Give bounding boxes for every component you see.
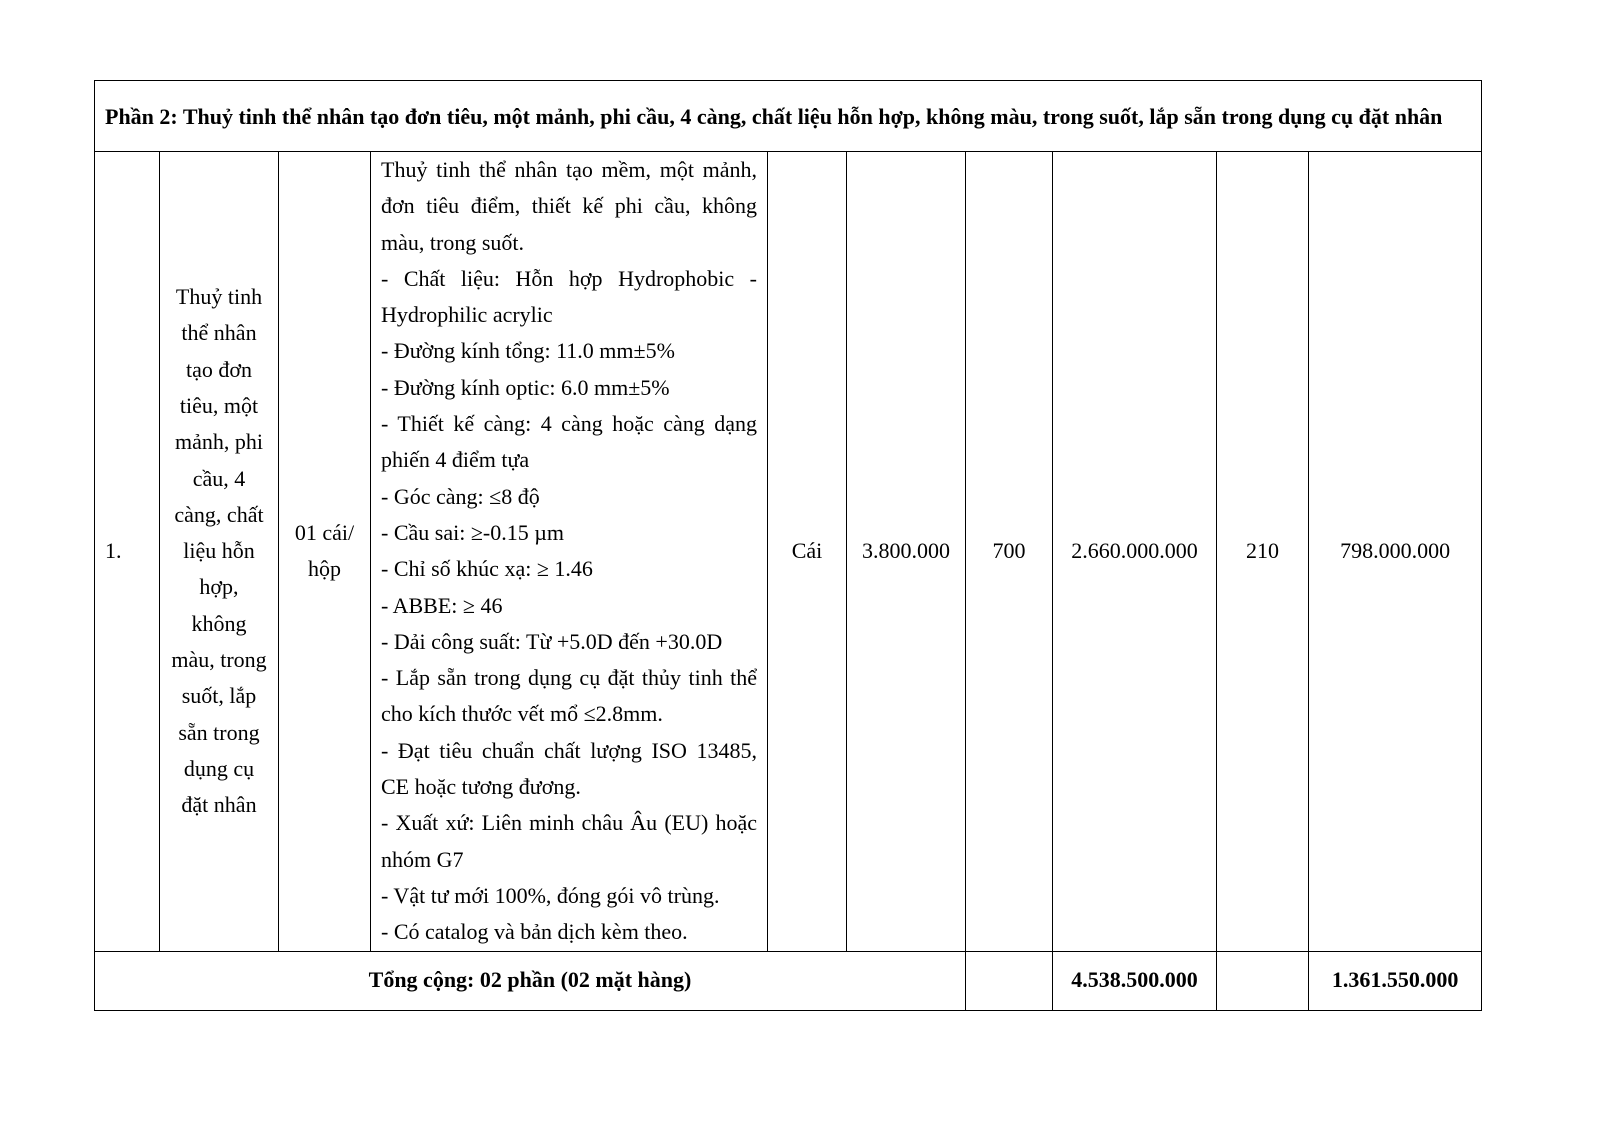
description-line: - Vật tư mới 100%, đóng gói vô trùng. — [381, 882, 720, 908]
description-line: - Xuất xứ: Liên minh châu Âu (EU) hoặc nhóm G7 — [381, 810, 757, 872]
description-line: - Góc càng: ≤8 độ — [381, 483, 540, 509]
packaging-cell: 01 cái/ hộp — [279, 152, 371, 952]
total-amount: 4.538.500.000 — [1053, 951, 1217, 1010]
total-label: Tổng cộng: 02 phần (02 mặt hàng) — [95, 951, 966, 1010]
description-line: - Chỉ số khúc xạ: ≥ 1.46 — [381, 556, 593, 582]
description-line: - Đường kính tổng: 11.0 mm±5% — [381, 338, 675, 364]
description-line: - Cầu sai: ≥-0.15 µm — [381, 519, 565, 545]
description-line: - ABBE: ≥ 46 — [381, 592, 503, 618]
description-line: - Có catalog và bản dịch kèm theo. — [381, 919, 688, 945]
section-header: Phần 2: Thuỷ tinh thể nhân tạo đơn tiêu, một mảnh, phi cầu, 4 càng, chất liệu hỗn hợp, không màu, trong suốt, lắp sẵn trong dụng cụ đặt nhân — [95, 81, 1482, 152]
table-row — [95, 152, 1482, 952]
quantity2-cell: 210 — [1217, 152, 1309, 952]
section-header-row — [95, 81, 1482, 152]
empty-cell — [966, 951, 1053, 1010]
description-line: - Thiết kế càng: 4 càng hoặc càng dạng phiến 4 điểm tựa — [381, 411, 757, 473]
description-line: - Chất liệu: Hỗn hợp Hydrophobic - Hydrophilic acrylic — [381, 265, 757, 328]
description-line: - Đường kính optic: 6.0 mm±5% — [381, 374, 670, 400]
description-line: - Đạt tiêu chuẩn chất lượng ISO 13485, CE hoặc tương đương. — [381, 737, 757, 800]
total-amount2: 1.361.550.000 — [1309, 951, 1482, 1010]
quantity-cell: 700 — [966, 152, 1053, 952]
tender-table — [94, 80, 1482, 1011]
item-name-cell: Thuỷ tinh thể nhân tạo đơn tiêu, một mảnh, phi cầu, 4 càng, chất liệu hỗn hợp, không màu, trong suốt, lắp sẵn trong dụng cụ đặt nhân — [160, 152, 279, 952]
unit-price-cell: 3.800.000 — [847, 152, 966, 952]
unit-cell: Cái — [768, 152, 847, 952]
amount-cell: 2.660.000.000 — [1053, 152, 1217, 952]
description-line: - Lắp sẵn trong dụng cụ đặt thủy tinh thể cho kích thước vết mổ ≤2.8mm. — [381, 665, 757, 727]
description-line: Thuỷ tinh thể nhân tạo mềm, một mảnh, đơn tiêu điểm, thiết kế phi cầu, không màu, trong suốt. — [381, 157, 757, 255]
total-row — [95, 951, 1482, 1010]
description-line: - Dải công suất: Từ +5.0D đến +30.0D — [381, 628, 723, 654]
stt-cell: 1. — [95, 152, 160, 952]
empty-cell — [1217, 951, 1309, 1010]
amount2-cell: 798.000.000 — [1309, 152, 1482, 952]
description-cell — [371, 152, 768, 952]
